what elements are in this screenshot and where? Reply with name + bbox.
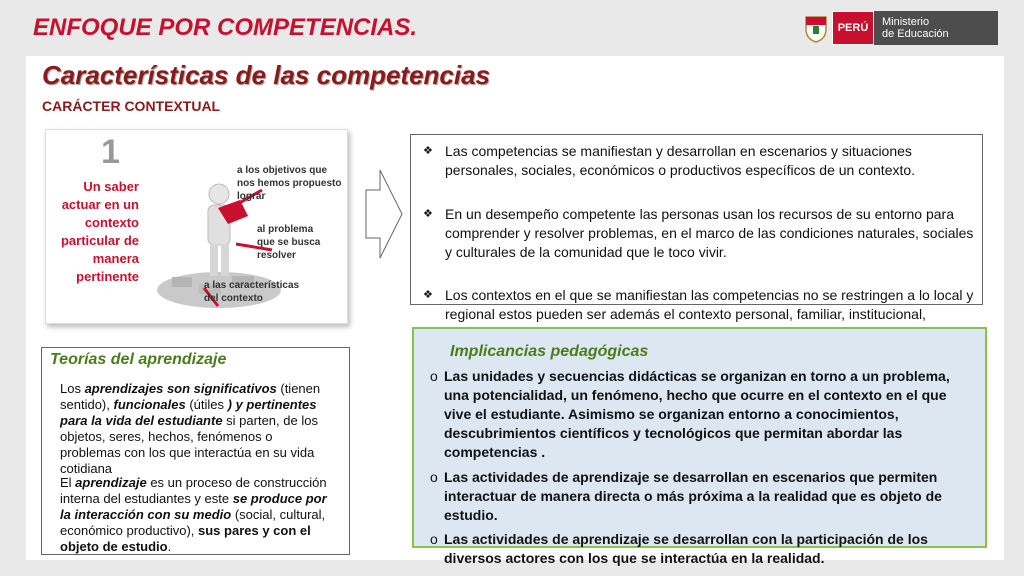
- competence-definition: Un saber actuar en un contexto particular de manera pertinente: [60, 179, 139, 284]
- slide-title: ENFOQUE POR COMPETENCIAS.: [33, 14, 418, 41]
- teorias-paragraph-2: El aprendizaje es un proceso de construcción interna del estudiantes y este se produce por la interacción con su medio (social, cultural, económico productivo), sus pares y con el objeto de estudio.: [60, 475, 327, 554]
- diamond-bullet-icon: ❖: [423, 145, 433, 157]
- circle-bullet-icon: o: [430, 469, 438, 485]
- ministry-logo: [800, 11, 998, 45]
- diamond-bullet-icon: ❖: [423, 289, 433, 301]
- page-subtitle: CARÁCTER CONTEXTUAL: [42, 98, 221, 114]
- peru-label: PERÚ: [832, 11, 874, 45]
- figure-number: 1: [101, 133, 120, 171]
- ministry-label: [874, 11, 998, 45]
- context-bullets: ❖ Las competencias se manifiestan y desarrollan en escenarios y situaciones personales, sociales, económicos o productivos específicos de un contexto. ❖ En un desempeño competente las personas usan los recursos de su entorno para comprender y resolver problemas, en el marco de las condiciones naturales, sociales y culturales de la comunidad que le toco vivir. ❖ Los contextos en el que se manifiestan las competencias no se restringen a lo local y regional estos pueden ser además el contexto personal, familiar, institucional,: [410, 134, 983, 305]
- teorias-paragraph-1: Los aprendizajes son significativos (tienen sentido), funcionales (útiles ) y pertinentes para la vida del estudiante si parten, de los objetos, seres, hechos, fenómenos o problemas con los que interactúa en su vida cotidiana: [60, 381, 321, 476]
- ministry-line-1: Ministerio: [882, 16, 930, 28]
- ministry-line-2: de Educación: [882, 28, 949, 40]
- teorias-box: [41, 347, 350, 555]
- teorias-title: Teorías del aprendizaje: [50, 351, 227, 368]
- diamond-bullet-icon: ❖: [423, 208, 433, 220]
- right-arrow-icon: [364, 168, 404, 260]
- label-objectives: a los objetivos que nos hemos propuesto lograr: [237, 165, 342, 202]
- circle-bullet-icon: o: [430, 368, 438, 384]
- implicancias-title: Implicancias pedagógicas: [450, 343, 649, 360]
- competence-figure: [45, 129, 348, 324]
- circle-bullet-icon: o: [430, 531, 438, 547]
- coat-of-arms-icon: [800, 11, 832, 45]
- implicancias-box: Implicancias pedagógicas o Las unidades y secuencias didácticas se organizan en torno a un problema, una potencialidad, un fenómeno, hecho que ocurre en el contexto en el que vive el estudiante. Asimismo se organizan entorno a conocimientos, descubrimientos científicos y tecnológicos que permitan abordar las competencias . o Las actividades de aprendizaje se desarrollan en escenarios que permiten interactuar de manera directa o más próxima a la realidad que es objeto de estudio. o Las actividades de aprendizaje se desarrollan con la participación de los diversos actores con los que se interactúa en la realidad.: [412, 327, 987, 548]
- label-problem: al problema que se busca resolver: [257, 224, 321, 261]
- label-context: a las características del contexto: [204, 280, 300, 304]
- page-title: Características de las competencias: [42, 60, 491, 90]
